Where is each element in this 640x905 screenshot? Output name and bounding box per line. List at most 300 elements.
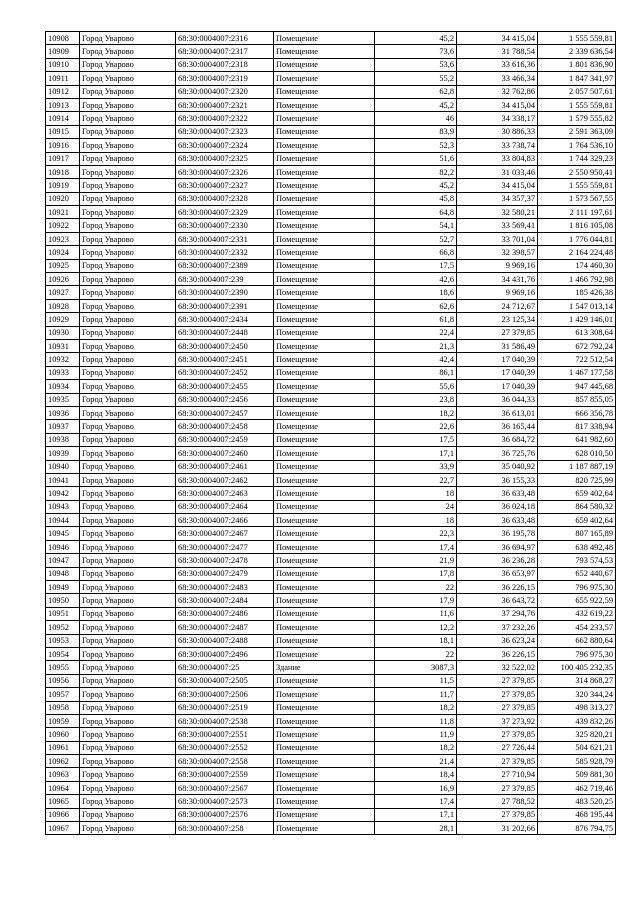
area-value: 17,1 <box>375 808 457 821</box>
object-type: Здание <box>274 661 375 674</box>
object-type: Помещение <box>274 755 375 768</box>
table-row <box>46 621 616 634</box>
object-type: Помещение <box>274 326 375 339</box>
table-row <box>46 45 616 58</box>
city-name: Город Уварово <box>80 420 176 433</box>
object-type: Помещение <box>274 447 375 460</box>
object-type: Помещение <box>274 808 375 821</box>
table-row <box>46 273 616 286</box>
total-value-value: 876 794,75 <box>538 822 616 835</box>
row-number: 10943 <box>46 500 80 513</box>
total-value-value: 666 356,78 <box>538 406 616 419</box>
row-number: 10930 <box>46 326 80 339</box>
row-number: 10942 <box>46 487 80 500</box>
object-type: Помещение <box>274 822 375 835</box>
cadastral-number: 68:30:0004007:2576 <box>176 808 274 821</box>
city-name: Город Уварово <box>80 433 176 446</box>
table-row <box>46 179 616 192</box>
cadastral-number: 68:30:0004007:2321 <box>176 98 274 111</box>
area-value: 55,2 <box>375 72 457 85</box>
object-type: Помещение <box>274 353 375 366</box>
table-row <box>46 540 616 553</box>
area-value: 53,6 <box>375 58 457 71</box>
area-value: 11,6 <box>375 607 457 620</box>
unit-price-value: 34 415,04 <box>457 32 538 45</box>
unit-price-value: 33 701,04 <box>457 232 538 245</box>
city-name: Город Уварово <box>80 634 176 647</box>
city-name: Город Уварово <box>80 72 176 85</box>
total-value-value: 864 580,32 <box>538 500 616 513</box>
table-row <box>46 246 616 259</box>
total-value-value: 1 573 567,55 <box>538 192 616 205</box>
cadastral-number: 68:30:0004007:2559 <box>176 768 274 781</box>
cadastral-number: 68:30:0004007:2450 <box>176 339 274 352</box>
table-row <box>46 353 616 366</box>
row-number: 10925 <box>46 259 80 272</box>
object-type: Помещение <box>274 165 375 178</box>
total-value-value: 585 928,79 <box>538 755 616 768</box>
unit-price-value: 9 969,16 <box>457 259 538 272</box>
cadastral-number: 68:30:0004007:2461 <box>176 460 274 473</box>
object-type: Помещение <box>274 741 375 754</box>
area-value: 21,3 <box>375 339 457 352</box>
cadastral-number: 68:30:0004007:2323 <box>176 125 274 138</box>
area-value: 83,9 <box>375 125 457 138</box>
total-value-value: 796 975,30 <box>538 647 616 660</box>
cadastral-number: 68:30:0004007:2327 <box>176 179 274 192</box>
city-name: Город Уварово <box>80 487 176 500</box>
table-row <box>46 755 616 768</box>
table-row <box>46 139 616 152</box>
total-value-value: 652 440,67 <box>538 567 616 580</box>
row-number: 10936 <box>46 406 80 419</box>
cadastral-number: 68:30:0004007:2452 <box>176 366 274 379</box>
area-value: 18,2 <box>375 701 457 714</box>
unit-price-value: 32 762,86 <box>457 85 538 98</box>
unit-price-value: 37 273,92 <box>457 714 538 727</box>
table-row <box>46 406 616 419</box>
object-type: Помещение <box>274 768 375 781</box>
total-value-value: 1 579 555,82 <box>538 112 616 125</box>
cadastral-number: 68:30:0004007:2467 <box>176 527 274 540</box>
area-value: 18,2 <box>375 406 457 419</box>
total-value-value: 638 492,48 <box>538 540 616 553</box>
total-value-value: 498 313,27 <box>538 701 616 714</box>
total-value-value: 1 466 792,98 <box>538 273 616 286</box>
cadastral-number: 68:30:0004007:2558 <box>176 755 274 768</box>
city-name: Город Уварово <box>80 714 176 727</box>
area-value: 17,1 <box>375 447 457 460</box>
total-value-value: 439 832,26 <box>538 714 616 727</box>
total-value-value: 483 520,25 <box>538 795 616 808</box>
table-row <box>46 32 616 45</box>
unit-price-value: 34 431,76 <box>457 273 538 286</box>
unit-price-value: 36 226,15 <box>457 581 538 594</box>
object-type: Помещение <box>274 420 375 433</box>
area-value: 62,8 <box>375 85 457 98</box>
total-value-value: 672 792,24 <box>538 339 616 352</box>
cadastral-number: 68:30:0004007:2451 <box>176 353 274 366</box>
cadastral-number: 68:30:0004007:2538 <box>176 714 274 727</box>
row-number: 10909 <box>46 45 80 58</box>
city-name: Город Уварово <box>80 540 176 553</box>
total-value-value: 432 619,22 <box>538 607 616 620</box>
row-number: 10914 <box>46 112 80 125</box>
cadastral-number: 68:30:0004007:2325 <box>176 152 274 165</box>
row-number: 10922 <box>46 219 80 232</box>
row-number: 10949 <box>46 581 80 594</box>
table-row <box>46 674 616 687</box>
cadastral-number: 68:30:0004007:2506 <box>176 688 274 701</box>
total-value-value: 504 621,21 <box>538 741 616 754</box>
cadastral-number: 68:30:0004007:2330 <box>176 219 274 232</box>
row-number: 10956 <box>46 674 80 687</box>
unit-price-value: 30 886,33 <box>457 125 538 138</box>
table-row <box>46 380 616 393</box>
city-name: Город Уварово <box>80 768 176 781</box>
area-value: 22,6 <box>375 420 457 433</box>
area-value: 18 <box>375 514 457 527</box>
area-value: 52,7 <box>375 232 457 245</box>
table-row <box>46 554 616 567</box>
area-value: 62,6 <box>375 299 457 312</box>
row-number: 10917 <box>46 152 80 165</box>
total-value-value: 659 402,64 <box>538 487 616 500</box>
table-row <box>46 232 616 245</box>
unit-price-value: 34 357,37 <box>457 192 538 205</box>
table-row <box>46 112 616 125</box>
table-row <box>46 206 616 219</box>
cadastral-number: 68:30:0004007:25 <box>176 661 274 674</box>
city-name: Город Уварово <box>80 621 176 634</box>
city-name: Город Уварово <box>80 795 176 808</box>
area-value: 22,7 <box>375 473 457 486</box>
total-value-value: 1 467 177,58 <box>538 366 616 379</box>
object-type: Помещение <box>274 380 375 393</box>
unit-price-value: 31 586,49 <box>457 339 538 352</box>
unit-price-value: 33 616,36 <box>457 58 538 71</box>
unit-price-value: 33 804,83 <box>457 152 538 165</box>
row-number: 10913 <box>46 98 80 111</box>
unit-price-value: 27 379,85 <box>457 728 538 741</box>
object-type: Помещение <box>274 125 375 138</box>
city-name: Город Уварово <box>80 380 176 393</box>
area-value: 22 <box>375 647 457 660</box>
table-row <box>46 661 616 674</box>
table-row <box>46 567 616 580</box>
object-type: Помещение <box>274 781 375 794</box>
table-row <box>46 647 616 660</box>
cadastral-number: 68:30:0004007:2505 <box>176 674 274 687</box>
object-type: Помещение <box>274 286 375 299</box>
table-row <box>46 72 616 85</box>
row-number: 10954 <box>46 647 80 660</box>
cadastral-number: 68:30:0004007:2483 <box>176 581 274 594</box>
table-row <box>46 607 616 620</box>
cadastral-number: 68:30:0004007:2318 <box>176 58 274 71</box>
cadastral-number: 68:30:0004007:2573 <box>176 795 274 808</box>
unit-price-value: 27 788,52 <box>457 795 538 808</box>
area-value: 12,2 <box>375 621 457 634</box>
object-type: Помещение <box>274 581 375 594</box>
city-name: Город Уварово <box>80 206 176 219</box>
object-type: Помещение <box>274 567 375 580</box>
table-row <box>46 152 616 165</box>
total-value-value: 320 344,24 <box>538 688 616 701</box>
total-value-value: 820 725,99 <box>538 473 616 486</box>
city-name: Город Уварово <box>80 112 176 125</box>
unit-price-value: 36 633,48 <box>457 487 538 500</box>
cadastral-number: 68:30:0004007:2322 <box>176 112 274 125</box>
total-value-value: 807 165,89 <box>538 527 616 540</box>
total-value-value: 722 512,54 <box>538 353 616 366</box>
row-number: 10919 <box>46 179 80 192</box>
unit-price-value: 36 613,01 <box>457 406 538 419</box>
area-value: 18,1 <box>375 634 457 647</box>
table-row <box>46 594 616 607</box>
city-name: Город Уварово <box>80 674 176 687</box>
area-value: 21,4 <box>375 755 457 768</box>
city-name: Город Уварово <box>80 581 176 594</box>
cadastral-number: 68:30:0004007:2458 <box>176 420 274 433</box>
registry-body <box>46 32 616 835</box>
area-value: 3087,3 <box>375 661 457 674</box>
unit-price-value: 36 165,44 <box>457 420 538 433</box>
cadastral-number: 68:30:0004007:2464 <box>176 500 274 513</box>
table-row <box>46 125 616 138</box>
area-value: 18 <box>375 487 457 500</box>
city-name: Город Уварово <box>80 594 176 607</box>
object-type: Помещение <box>274 112 375 125</box>
cadastral-number: 68:30:0004007:2460 <box>176 447 274 460</box>
row-number: 10952 <box>46 621 80 634</box>
area-value: 28,1 <box>375 822 457 835</box>
table-row <box>46 192 616 205</box>
total-value-value: 325 820,21 <box>538 728 616 741</box>
table-row <box>46 85 616 98</box>
row-number: 10966 <box>46 808 80 821</box>
object-type: Помещение <box>274 339 375 352</box>
city-name: Город Уварово <box>80 661 176 674</box>
cadastral-number: 68:30:0004007:2331 <box>176 232 274 245</box>
row-number: 10918 <box>46 165 80 178</box>
table-row <box>46 259 616 272</box>
row-number: 10955 <box>46 661 80 674</box>
row-number: 10924 <box>46 246 80 259</box>
area-value: 61,8 <box>375 313 457 326</box>
area-value: 21,9 <box>375 554 457 567</box>
table-row <box>46 781 616 794</box>
area-value: 42,6 <box>375 273 457 286</box>
row-number: 10933 <box>46 366 80 379</box>
city-name: Город Уварово <box>80 98 176 111</box>
city-name: Город Уварово <box>80 192 176 205</box>
total-value-value: 174 460,30 <box>538 259 616 272</box>
unit-price-value: 27 379,85 <box>457 326 538 339</box>
city-name: Город Уварово <box>80 688 176 701</box>
area-value: 52,3 <box>375 139 457 152</box>
total-value-value: 659 402,64 <box>538 514 616 527</box>
row-number: 10921 <box>46 206 80 219</box>
table-row <box>46 165 616 178</box>
total-value-value: 2 164 224,48 <box>538 246 616 259</box>
city-name: Город Уварово <box>80 701 176 714</box>
city-name: Город Уварово <box>80 607 176 620</box>
cadastral-number: 68:30:0004007:258 <box>176 822 274 835</box>
row-number: 10948 <box>46 567 80 580</box>
total-value-value: 2 550 950,41 <box>538 165 616 178</box>
unit-price-value: 34 338,17 <box>457 112 538 125</box>
cadastral-number: 68:30:0004007:2463 <box>176 487 274 500</box>
object-type: Помещение <box>274 366 375 379</box>
table-row <box>46 688 616 701</box>
row-number: 10947 <box>46 554 80 567</box>
cadastral-number: 68:30:0004007:2477 <box>176 540 274 553</box>
table-row <box>46 714 616 727</box>
row-number: 10911 <box>46 72 80 85</box>
cadastral-number: 68:30:0004007:2487 <box>176 621 274 634</box>
row-number: 10961 <box>46 741 80 754</box>
unit-price-value: 35 040,92 <box>457 460 538 473</box>
city-name: Город Уварово <box>80 500 176 513</box>
cadastral-number: 68:30:0004007:2459 <box>176 433 274 446</box>
object-type: Помещение <box>274 98 375 111</box>
cadastral-number: 68:30:0004007:2462 <box>176 473 274 486</box>
object-type: Помещение <box>274 85 375 98</box>
object-type: Помещение <box>274 621 375 634</box>
row-number: 10958 <box>46 701 80 714</box>
object-type: Помещение <box>274 473 375 486</box>
unit-price-value: 27 379,85 <box>457 701 538 714</box>
unit-price-value: 33 466,34 <box>457 72 538 85</box>
area-value: 45,8 <box>375 192 457 205</box>
object-type: Помещение <box>274 206 375 219</box>
city-name: Город Уварово <box>80 58 176 71</box>
row-number: 10965 <box>46 795 80 808</box>
object-type: Помещение <box>274 527 375 540</box>
city-name: Город Уварово <box>80 32 176 45</box>
cadastral-number: 68:30:0004007:2486 <box>176 607 274 620</box>
unit-price-value: 36 044,33 <box>457 393 538 406</box>
row-number: 10928 <box>46 299 80 312</box>
object-type: Помещение <box>274 433 375 446</box>
object-type: Помещение <box>274 554 375 567</box>
area-value: 64,8 <box>375 206 457 219</box>
unit-price-value: 36 725,76 <box>457 447 538 460</box>
city-name: Город Уварово <box>80 165 176 178</box>
area-value: 18,4 <box>375 768 457 781</box>
row-number: 10920 <box>46 192 80 205</box>
area-value: 16,9 <box>375 781 457 794</box>
total-value-value: 655 922,59 <box>538 594 616 607</box>
area-value: 66,8 <box>375 246 457 259</box>
unit-price-value: 33 738,74 <box>457 139 538 152</box>
table-row <box>46 460 616 473</box>
unit-price-value: 36 684,72 <box>457 433 538 446</box>
unit-price-value: 27 379,85 <box>457 755 538 768</box>
row-number: 10935 <box>46 393 80 406</box>
row-number: 10931 <box>46 339 80 352</box>
unit-price-value: 27 379,85 <box>457 688 538 701</box>
table-row <box>46 728 616 741</box>
area-value: 22,3 <box>375 527 457 540</box>
total-value-value: 454 233,57 <box>538 621 616 634</box>
unit-price-value: 9 969,16 <box>457 286 538 299</box>
total-value-value: 641 982,60 <box>538 433 616 446</box>
total-value-value: 1 764 536,10 <box>538 139 616 152</box>
object-type: Помещение <box>274 688 375 701</box>
total-value-value: 1 801 836,90 <box>538 58 616 71</box>
cadastral-registry-table <box>45 31 616 835</box>
area-value: 11,8 <box>375 714 457 727</box>
object-type: Помещение <box>274 219 375 232</box>
cadastral-number: 68:30:0004007:2496 <box>176 647 274 660</box>
total-value-value: 613 308,64 <box>538 326 616 339</box>
total-value-value: 509 881,30 <box>538 768 616 781</box>
city-name: Город Уварово <box>80 781 176 794</box>
object-type: Помещение <box>274 58 375 71</box>
city-name: Город Уварово <box>80 246 176 259</box>
area-value: 17,4 <box>375 795 457 808</box>
unit-price-value: 31 033,46 <box>457 165 538 178</box>
row-number: 10963 <box>46 768 80 781</box>
city-name: Город Уварово <box>80 219 176 232</box>
area-value: 11,9 <box>375 728 457 741</box>
object-type: Помещение <box>274 393 375 406</box>
unit-price-value: 17 040,39 <box>457 366 538 379</box>
row-number: 10934 <box>46 380 80 393</box>
city-name: Город Уварово <box>80 473 176 486</box>
cadastral-number: 68:30:0004007:2391 <box>176 299 274 312</box>
city-name: Город Уварово <box>80 554 176 567</box>
table-row <box>46 98 616 111</box>
city-name: Город Уварово <box>80 85 176 98</box>
total-value-value: 468 195,44 <box>538 808 616 821</box>
object-type: Помещение <box>274 647 375 660</box>
total-value-value: 662 880,64 <box>538 634 616 647</box>
area-value: 17,9 <box>375 594 457 607</box>
city-name: Город Уварово <box>80 179 176 192</box>
city-name: Город Уварово <box>80 393 176 406</box>
table-row <box>46 339 616 352</box>
unit-price-value: 27 710,94 <box>457 768 538 781</box>
table-row <box>46 795 616 808</box>
city-name: Город Уварово <box>80 313 176 326</box>
total-value-value: 1 555 559,81 <box>538 32 616 45</box>
cadastral-number: 68:30:0004007:2484 <box>176 594 274 607</box>
table-row <box>46 473 616 486</box>
unit-price-value: 36 633,48 <box>457 514 538 527</box>
unit-price-value: 36 024,18 <box>457 500 538 513</box>
unit-price-value: 36 195,78 <box>457 527 538 540</box>
cadastral-number: 68:30:0004007:2552 <box>176 741 274 754</box>
cadastral-number: 68:30:0004007:2316 <box>176 32 274 45</box>
city-name: Город Уварово <box>80 755 176 768</box>
object-type: Помещение <box>274 674 375 687</box>
row-number: 10926 <box>46 273 80 286</box>
total-value-value: 1 744 329,23 <box>538 152 616 165</box>
cadastral-number: 68:30:0004007:2519 <box>176 701 274 714</box>
unit-price-value: 32 580,21 <box>457 206 538 219</box>
unit-price-value: 17 040,39 <box>457 380 538 393</box>
table-row <box>46 219 616 232</box>
city-name: Город Уварово <box>80 152 176 165</box>
table-row <box>46 326 616 339</box>
city-name: Город Уварово <box>80 259 176 272</box>
area-value: 11,5 <box>375 674 457 687</box>
object-type: Помещение <box>274 139 375 152</box>
city-name: Город Уварово <box>80 299 176 312</box>
